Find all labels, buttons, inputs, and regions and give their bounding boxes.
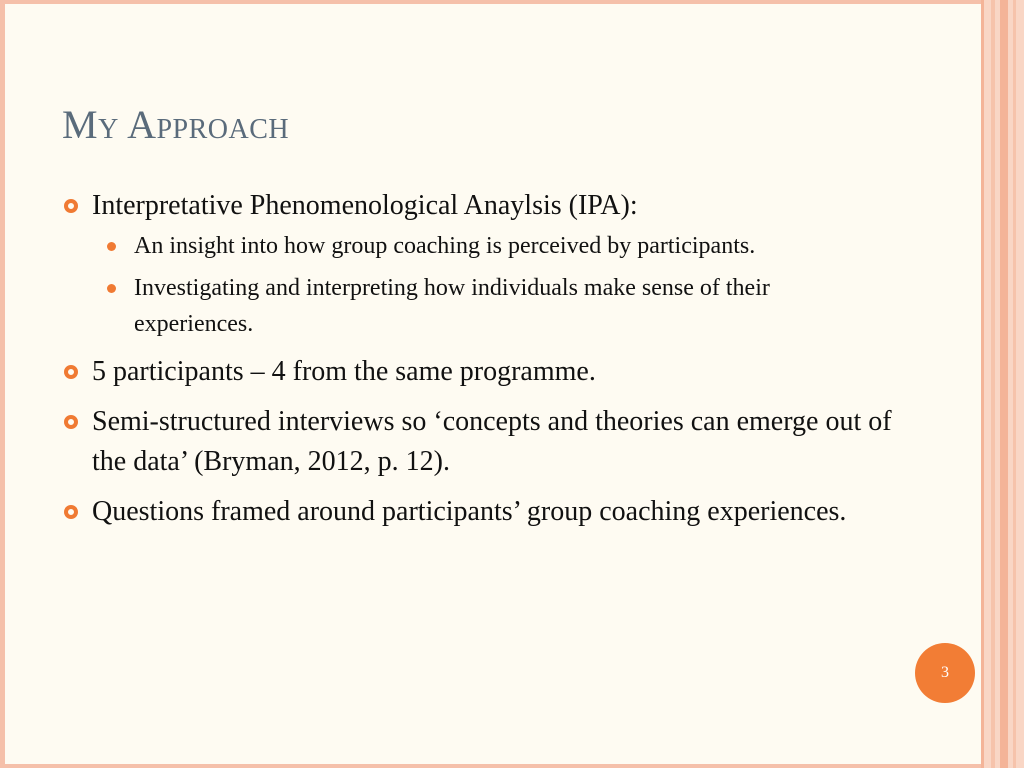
slide-border-bottom	[0, 764, 983, 768]
sub-bullet-list	[92, 228, 892, 342]
page-number-badge	[915, 643, 975, 703]
page-number: 3	[941, 664, 949, 681]
dot-bullet-icon	[107, 242, 116, 251]
sub-bullet-text: An insight into how group coaching is perceived by participants.	[134, 233, 756, 259]
ring-bullet-icon	[64, 199, 78, 213]
ring-bullet-icon	[64, 505, 78, 519]
slide-border-top	[0, 0, 983, 4]
sub-bullet-text: Investigating and interpreting how individuals make sense of their experiences.	[134, 275, 770, 337]
stripe	[991, 0, 995, 768]
stripe	[1013, 0, 1016, 768]
slide-border-left	[0, 0, 5, 768]
stripe	[1000, 0, 1008, 768]
bullet-item-questions	[62, 492, 892, 532]
bullet-item-participants	[62, 352, 892, 392]
sub-bullet-item	[92, 270, 892, 342]
bullet-list	[62, 186, 892, 542]
ring-bullet-icon	[64, 365, 78, 379]
bullet-item-ipa	[62, 186, 892, 342]
bullet-text: Questions framed around participants’ group coaching experiences.	[92, 496, 847, 527]
bullet-text: Interpretative Phenomenological Anaylsis (IPA):	[92, 190, 638, 221]
bullet-item-interviews	[62, 402, 892, 482]
bullet-text: Semi-structured interviews so ‘concepts and theories can emerge out of the data’ (Bryman, 2012, p. 12).	[92, 406, 892, 477]
dot-bullet-icon	[107, 284, 116, 293]
bullet-text: 5 participants – 4 from the same programme.	[92, 356, 596, 387]
ring-bullet-icon	[64, 415, 78, 429]
sub-bullet-item	[92, 228, 892, 264]
stripe	[981, 0, 984, 768]
decorative-stripes	[981, 0, 1024, 768]
slide-title: My Approach	[62, 102, 290, 147]
